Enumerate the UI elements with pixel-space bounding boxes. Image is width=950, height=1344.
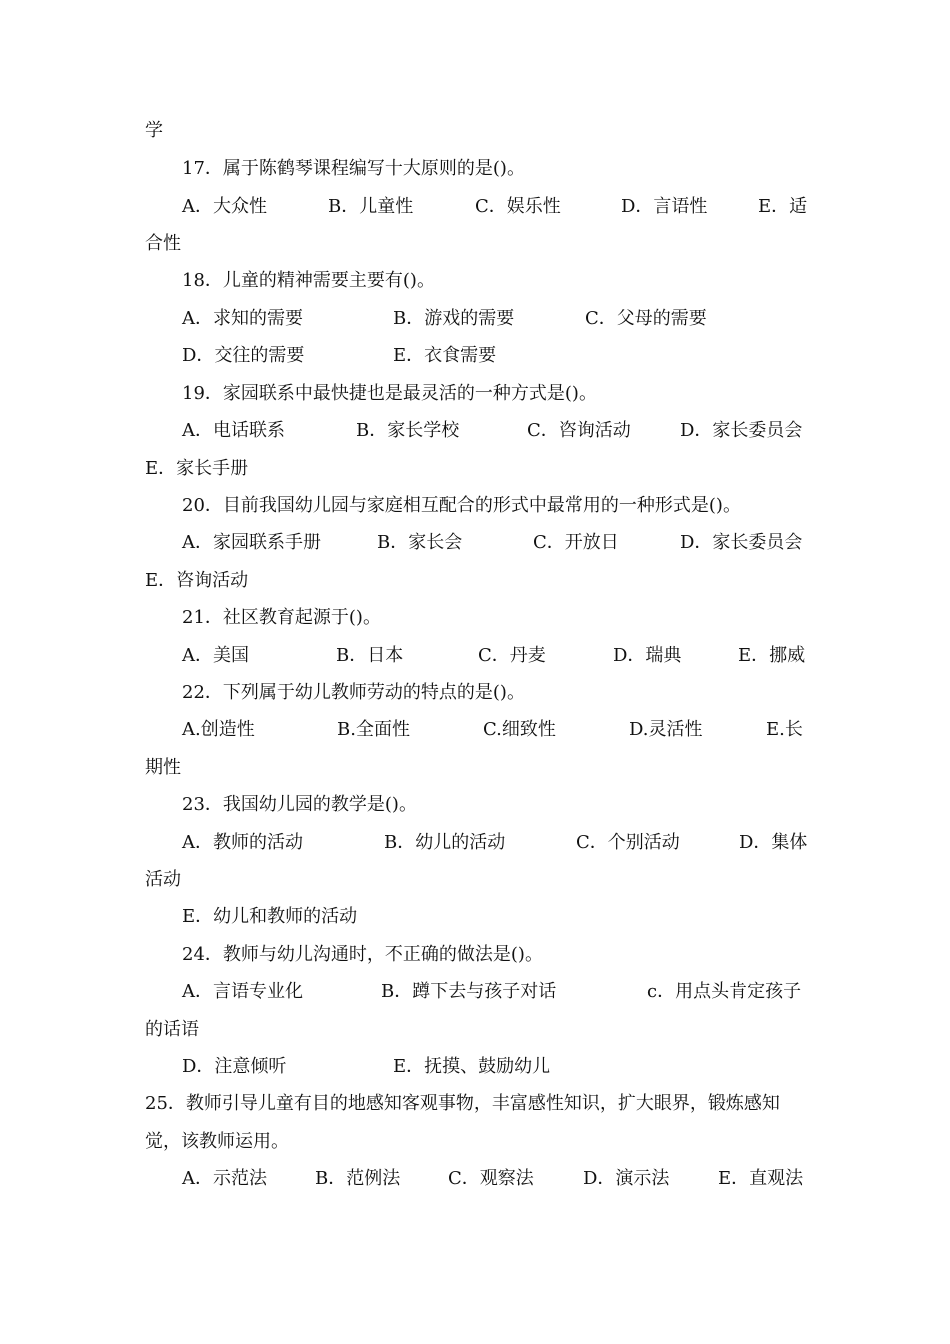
option-d: D．注意倾听: [182, 1056, 287, 1077]
option-a: A．言语专业化: [182, 981, 303, 1002]
option-a: A．示范法: [182, 1168, 267, 1189]
option-d: D．家长委员会: [680, 532, 803, 553]
option-e: E.长: [766, 719, 803, 740]
option-a: A．教师的活动: [182, 832, 303, 853]
option-b: B.全面性: [337, 719, 410, 740]
option-b: B．日本: [336, 645, 404, 666]
option-e: E．幼儿和教师的活动: [182, 906, 358, 927]
option-d: D．演示法: [583, 1168, 670, 1189]
option-a: A．电话联系: [182, 420, 285, 441]
option-c: C．个别活动: [576, 832, 680, 853]
option-b: B．游戏的需要: [393, 308, 515, 329]
option-e: E．适: [758, 196, 808, 217]
option-c: C.细致性: [483, 719, 556, 740]
option-a: A．大众性: [182, 196, 267, 217]
option-e: E．咨询活动: [145, 570, 249, 591]
option-e-continued: 合性: [145, 233, 181, 254]
option-e: E．家长手册: [145, 458, 249, 479]
question-18: 18．儿童的精神需要主要有()。: [182, 270, 435, 291]
option-e: E．衣食需要: [393, 345, 497, 366]
question-20: 20．目前我国幼儿园与家庭相互配合的形式中最常用的一种形式是()。: [182, 495, 741, 516]
question-21: 21．社区教育起源于()。: [182, 607, 381, 628]
text-line: 学: [145, 120, 163, 141]
option-d: D．家长委员会: [680, 420, 803, 441]
option-d: D．言语性: [621, 196, 708, 217]
option-e: E．抚摸、鼓励幼儿: [393, 1056, 551, 1077]
option-c: C．丹麦: [478, 645, 546, 666]
option-d: D.灵活性: [629, 719, 703, 740]
option-b: B．家长学校: [356, 420, 460, 441]
option-b: B．家长会: [377, 532, 463, 553]
question-25: 25．教师引导儿童有目的地感知客观事物，丰富感性知识，扩大眼界，锻炼感知: [145, 1093, 780, 1114]
option-c: C．娱乐性: [475, 196, 561, 217]
option-c: C．观察法: [448, 1168, 534, 1189]
option-b: B．蹲下去与孩子对话: [381, 981, 557, 1002]
option-d: D．瑞典: [613, 645, 682, 666]
question-22: 22．下列属于幼儿教师劳动的特点的是()。: [182, 682, 525, 703]
question-25-continued: 觉，该教师运用。: [145, 1131, 289, 1152]
option-c: C．父母的需要: [585, 308, 707, 329]
option-a: A.创造性: [182, 719, 255, 740]
option-a: A．美国: [182, 645, 249, 666]
option-b: B．儿童性: [328, 196, 414, 217]
option-b: B．范例法: [315, 1168, 401, 1189]
option-d-continued: 活动: [145, 869, 181, 890]
option-a: A．求知的需要: [182, 308, 303, 329]
option-c-continued: 的话语: [145, 1019, 199, 1040]
option-a: A．家园联系手册: [182, 532, 321, 553]
option-c: C．咨询活动: [527, 420, 631, 441]
option-d: D．交往的需要: [182, 345, 305, 366]
question-19: 19．家园联系中最快捷也是最灵活的一种方式是()。: [182, 383, 597, 404]
question-24: 24．教师与幼儿沟通时，不正确的做法是()。: [182, 944, 543, 965]
option-e-continued: 期性: [145, 757, 181, 778]
option-b: B．幼儿的活动: [384, 832, 506, 853]
option-e: E．挪威: [738, 645, 806, 666]
question-23: 23．我国幼儿园的教学是()。: [182, 794, 417, 815]
option-c: c．用点头肯定孩子: [647, 981, 802, 1002]
option-d: D．集体: [739, 832, 808, 853]
option-e: E．直观法: [718, 1168, 804, 1189]
option-c: C．开放日: [533, 532, 619, 553]
question-17: 17．属于陈鹤琴课程编写十大原则的是()。: [182, 158, 525, 179]
